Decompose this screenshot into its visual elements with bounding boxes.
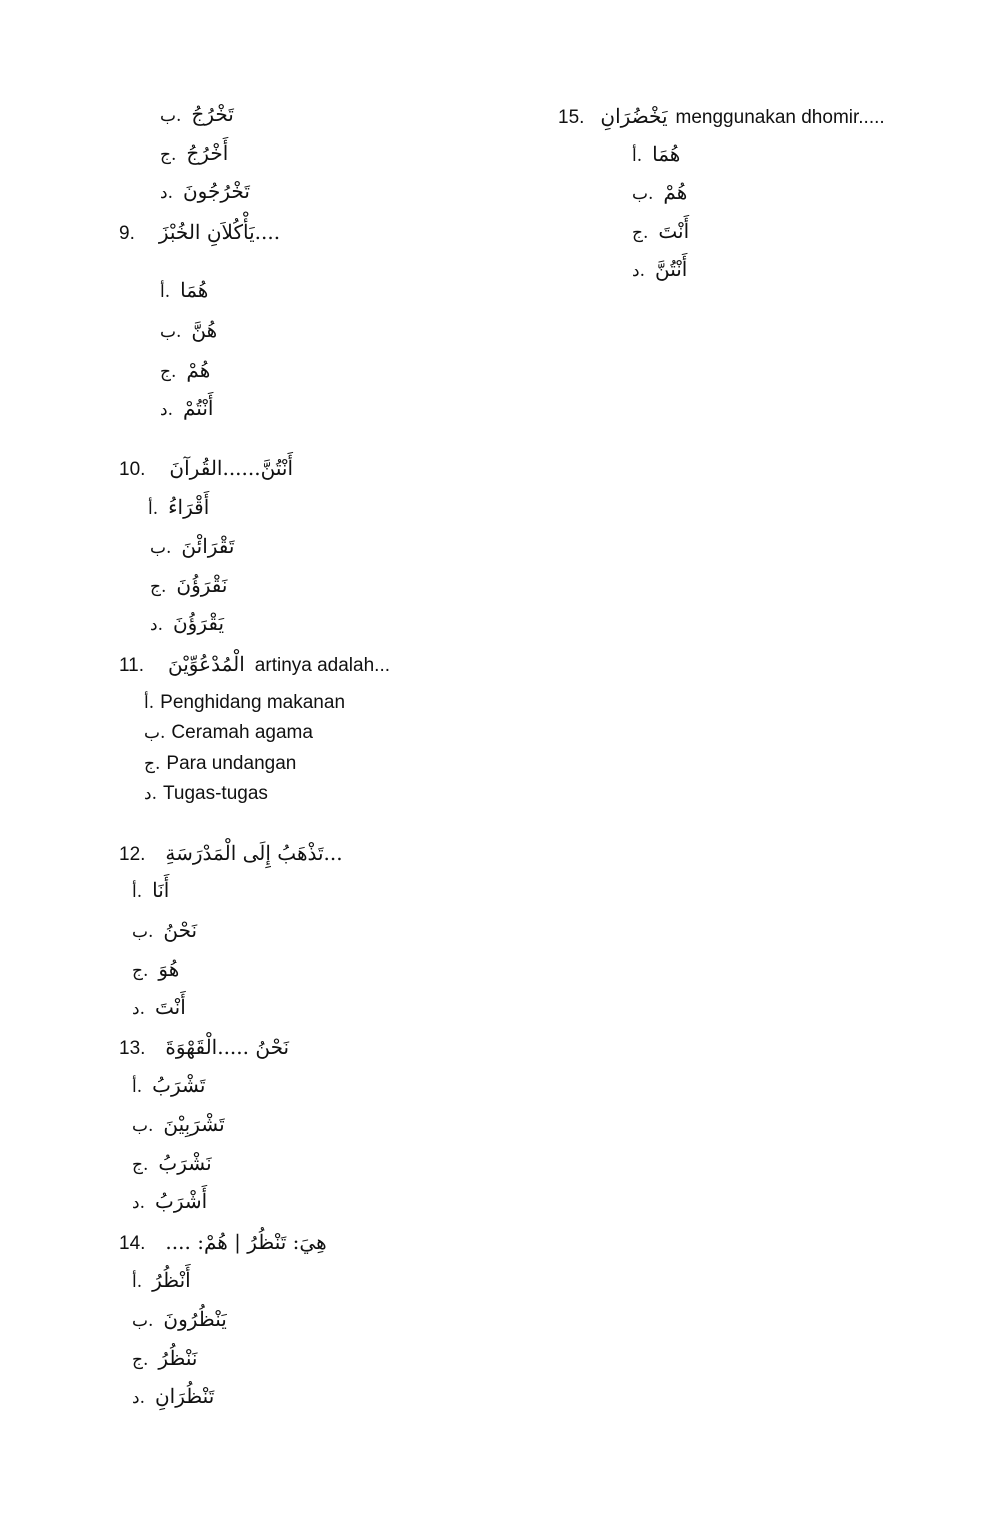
question-number: 15. [558, 107, 585, 128]
option-text: Ceramah agama [171, 722, 313, 743]
question-number: 10. [119, 459, 146, 480]
q11-question [119, 654, 390, 675]
option-text: هُنَّ [191, 318, 218, 342]
option-text: نَنْظُرُ [158, 1346, 198, 1370]
option-text: هُمْ [186, 358, 211, 382]
option-text: أَنْتَ [154, 995, 186, 1019]
q13-question [119, 1037, 289, 1058]
option-letter: أ. [132, 1272, 143, 1292]
q12-option-a[interactable] [132, 880, 169, 901]
option-letter: ج. [132, 961, 149, 981]
question-number: 12. [119, 844, 146, 865]
option-text: تَخْرُجُ [191, 102, 234, 126]
q14-option-a[interactable] [132, 1270, 191, 1291]
q13-option-a[interactable] [132, 1075, 205, 1096]
q15-option-a[interactable] [632, 144, 680, 165]
option-text: هُوَ [158, 957, 180, 981]
q10-option-d[interactable] [150, 613, 224, 634]
option-letter: ج. [144, 754, 161, 774]
option-text: يَنْظُرُونَ [163, 1307, 227, 1331]
question-number: 11. [119, 655, 145, 676]
option-text: Tugas-tugas [162, 783, 268, 804]
question-prompt: artinya adalah... [254, 655, 390, 676]
option-text: أَشْرَبُ [154, 1189, 208, 1213]
q14-option-b[interactable] [132, 1309, 227, 1330]
option-letter: ب. [132, 1311, 154, 1331]
question-arabic-word: يَخْضُرَانِ [600, 104, 668, 128]
option-text: Para undangan [166, 753, 297, 774]
q10-option-b[interactable] [150, 536, 235, 557]
option-text: تَنْظُرَانِ [154, 1384, 215, 1408]
option-letter: د. [132, 1388, 145, 1408]
q12-option-d[interactable] [132, 997, 186, 1018]
option-letter: ب. [132, 1116, 154, 1136]
q12-question [119, 843, 343, 864]
option-letter: أ. [148, 499, 159, 519]
option-letter: ب. [144, 723, 166, 743]
option-letter: د. [632, 261, 645, 281]
option-text: أَخْرُجُ [186, 141, 229, 165]
q10-question [119, 458, 293, 479]
question-prompt: هِيَ: تَنْظُرُ | هُمْ: .... [165, 1230, 327, 1254]
option-letter: ج. [150, 577, 167, 597]
option-letter: أ. [160, 282, 171, 302]
q14-question [119, 1232, 327, 1253]
option-text: أَنْتُنَّ [654, 257, 688, 281]
option-text: أَنَا [152, 878, 170, 902]
option-letter: ب. [632, 184, 654, 204]
option-text: أَقْرَاءُ [168, 495, 210, 519]
option-letter: ب. [160, 322, 182, 342]
question-prompt: نَحْنُ .....الْقَهْوَةَ [165, 1035, 290, 1059]
question-number: 14. [119, 1233, 146, 1254]
option-letter: ج. [160, 145, 177, 165]
q13-option-d[interactable] [132, 1191, 207, 1212]
q11-option-c[interactable] [144, 754, 296, 773]
q10-option-c[interactable] [150, 575, 227, 596]
option-letter: ج. [132, 1155, 149, 1175]
question-prompt: menggunakan dhomir..... [675, 107, 885, 128]
option-text: هُمَا [180, 278, 209, 302]
option-letter: أ. [132, 882, 143, 902]
option-text: تَشْرَبِيْنَ [163, 1112, 225, 1136]
q13-option-b[interactable] [132, 1114, 225, 1135]
option-letter: د. [144, 784, 157, 804]
option-text: أَنْظُرُ [152, 1268, 191, 1292]
q12-option-c[interactable] [132, 959, 179, 980]
q8-option-d[interactable] [160, 181, 250, 202]
option-letter: ج. [132, 1350, 149, 1370]
q12-option-b[interactable] [132, 920, 197, 941]
option-text: نَشْرَبُ [158, 1151, 212, 1175]
q9-option-c[interactable] [160, 360, 210, 381]
question-number: 9. [119, 223, 135, 244]
option-letter: أ. [632, 146, 643, 166]
q15-option-c[interactable] [632, 221, 689, 242]
option-letter: د. [132, 1193, 145, 1213]
option-text: أَنْتَ [658, 219, 690, 243]
q9-option-b[interactable] [160, 320, 217, 341]
option-letter: ج. [160, 362, 177, 382]
q11-option-d[interactable] [144, 784, 268, 803]
option-text: تَقْرَائْنَ [181, 534, 235, 558]
option-letter: د. [160, 183, 173, 203]
q15-option-d[interactable] [632, 259, 687, 280]
option-text: أَنْتُمْ [182, 396, 214, 420]
option-text: نَحْنُ [163, 918, 198, 942]
q13-option-c[interactable] [132, 1153, 212, 1174]
q9-option-d[interactable] [160, 398, 213, 419]
option-letter: د. [160, 400, 173, 420]
option-letter: أ. [132, 1077, 143, 1097]
q15-option-b[interactable] [632, 182, 687, 203]
option-letter: ج. [632, 223, 649, 243]
q15-question [558, 106, 885, 127]
option-text: هُمَا [652, 142, 681, 166]
question-prompt: ...تَذْهَبُ إِلَى الْمَدْرَسَةِ [165, 841, 343, 865]
q9-option-a[interactable] [160, 280, 208, 301]
option-text: يَقْرَؤُنَ [172, 611, 225, 635]
question-prompt: ....يَأْكُلاَنِ الخُبْزَ [158, 220, 281, 244]
question-arabic-word: الْمُدْعُوِّيْنَ [168, 652, 245, 676]
option-text: نَقْرَؤُنَ [176, 573, 228, 597]
option-letter: ب. [160, 106, 182, 126]
q14-option-d[interactable] [132, 1386, 214, 1407]
q14-option-c[interactable] [132, 1348, 197, 1369]
q10-option-a[interactable] [148, 497, 209, 518]
q8-option-c[interactable] [160, 143, 228, 164]
option-text: تَخْرُجُونَ [182, 179, 250, 203]
question-prompt: أَنْتُنَّ......القُرآنَ [169, 456, 293, 480]
option-letter: ب. [132, 922, 154, 942]
option-letter: أ. [144, 693, 155, 713]
option-text: تَشْرَبُ [152, 1073, 206, 1097]
option-text: Penghidang makanan [160, 692, 346, 713]
option-letter: د. [150, 615, 163, 635]
q9-question [119, 222, 280, 243]
option-letter: ب. [150, 538, 172, 558]
option-text: هُمْ [663, 180, 688, 204]
q11-option-b[interactable] [144, 723, 313, 742]
q8-option-b[interactable] [160, 104, 234, 125]
option-letter: د. [132, 999, 145, 1019]
question-number: 13. [119, 1038, 146, 1059]
q11-option-a[interactable] [144, 693, 345, 712]
